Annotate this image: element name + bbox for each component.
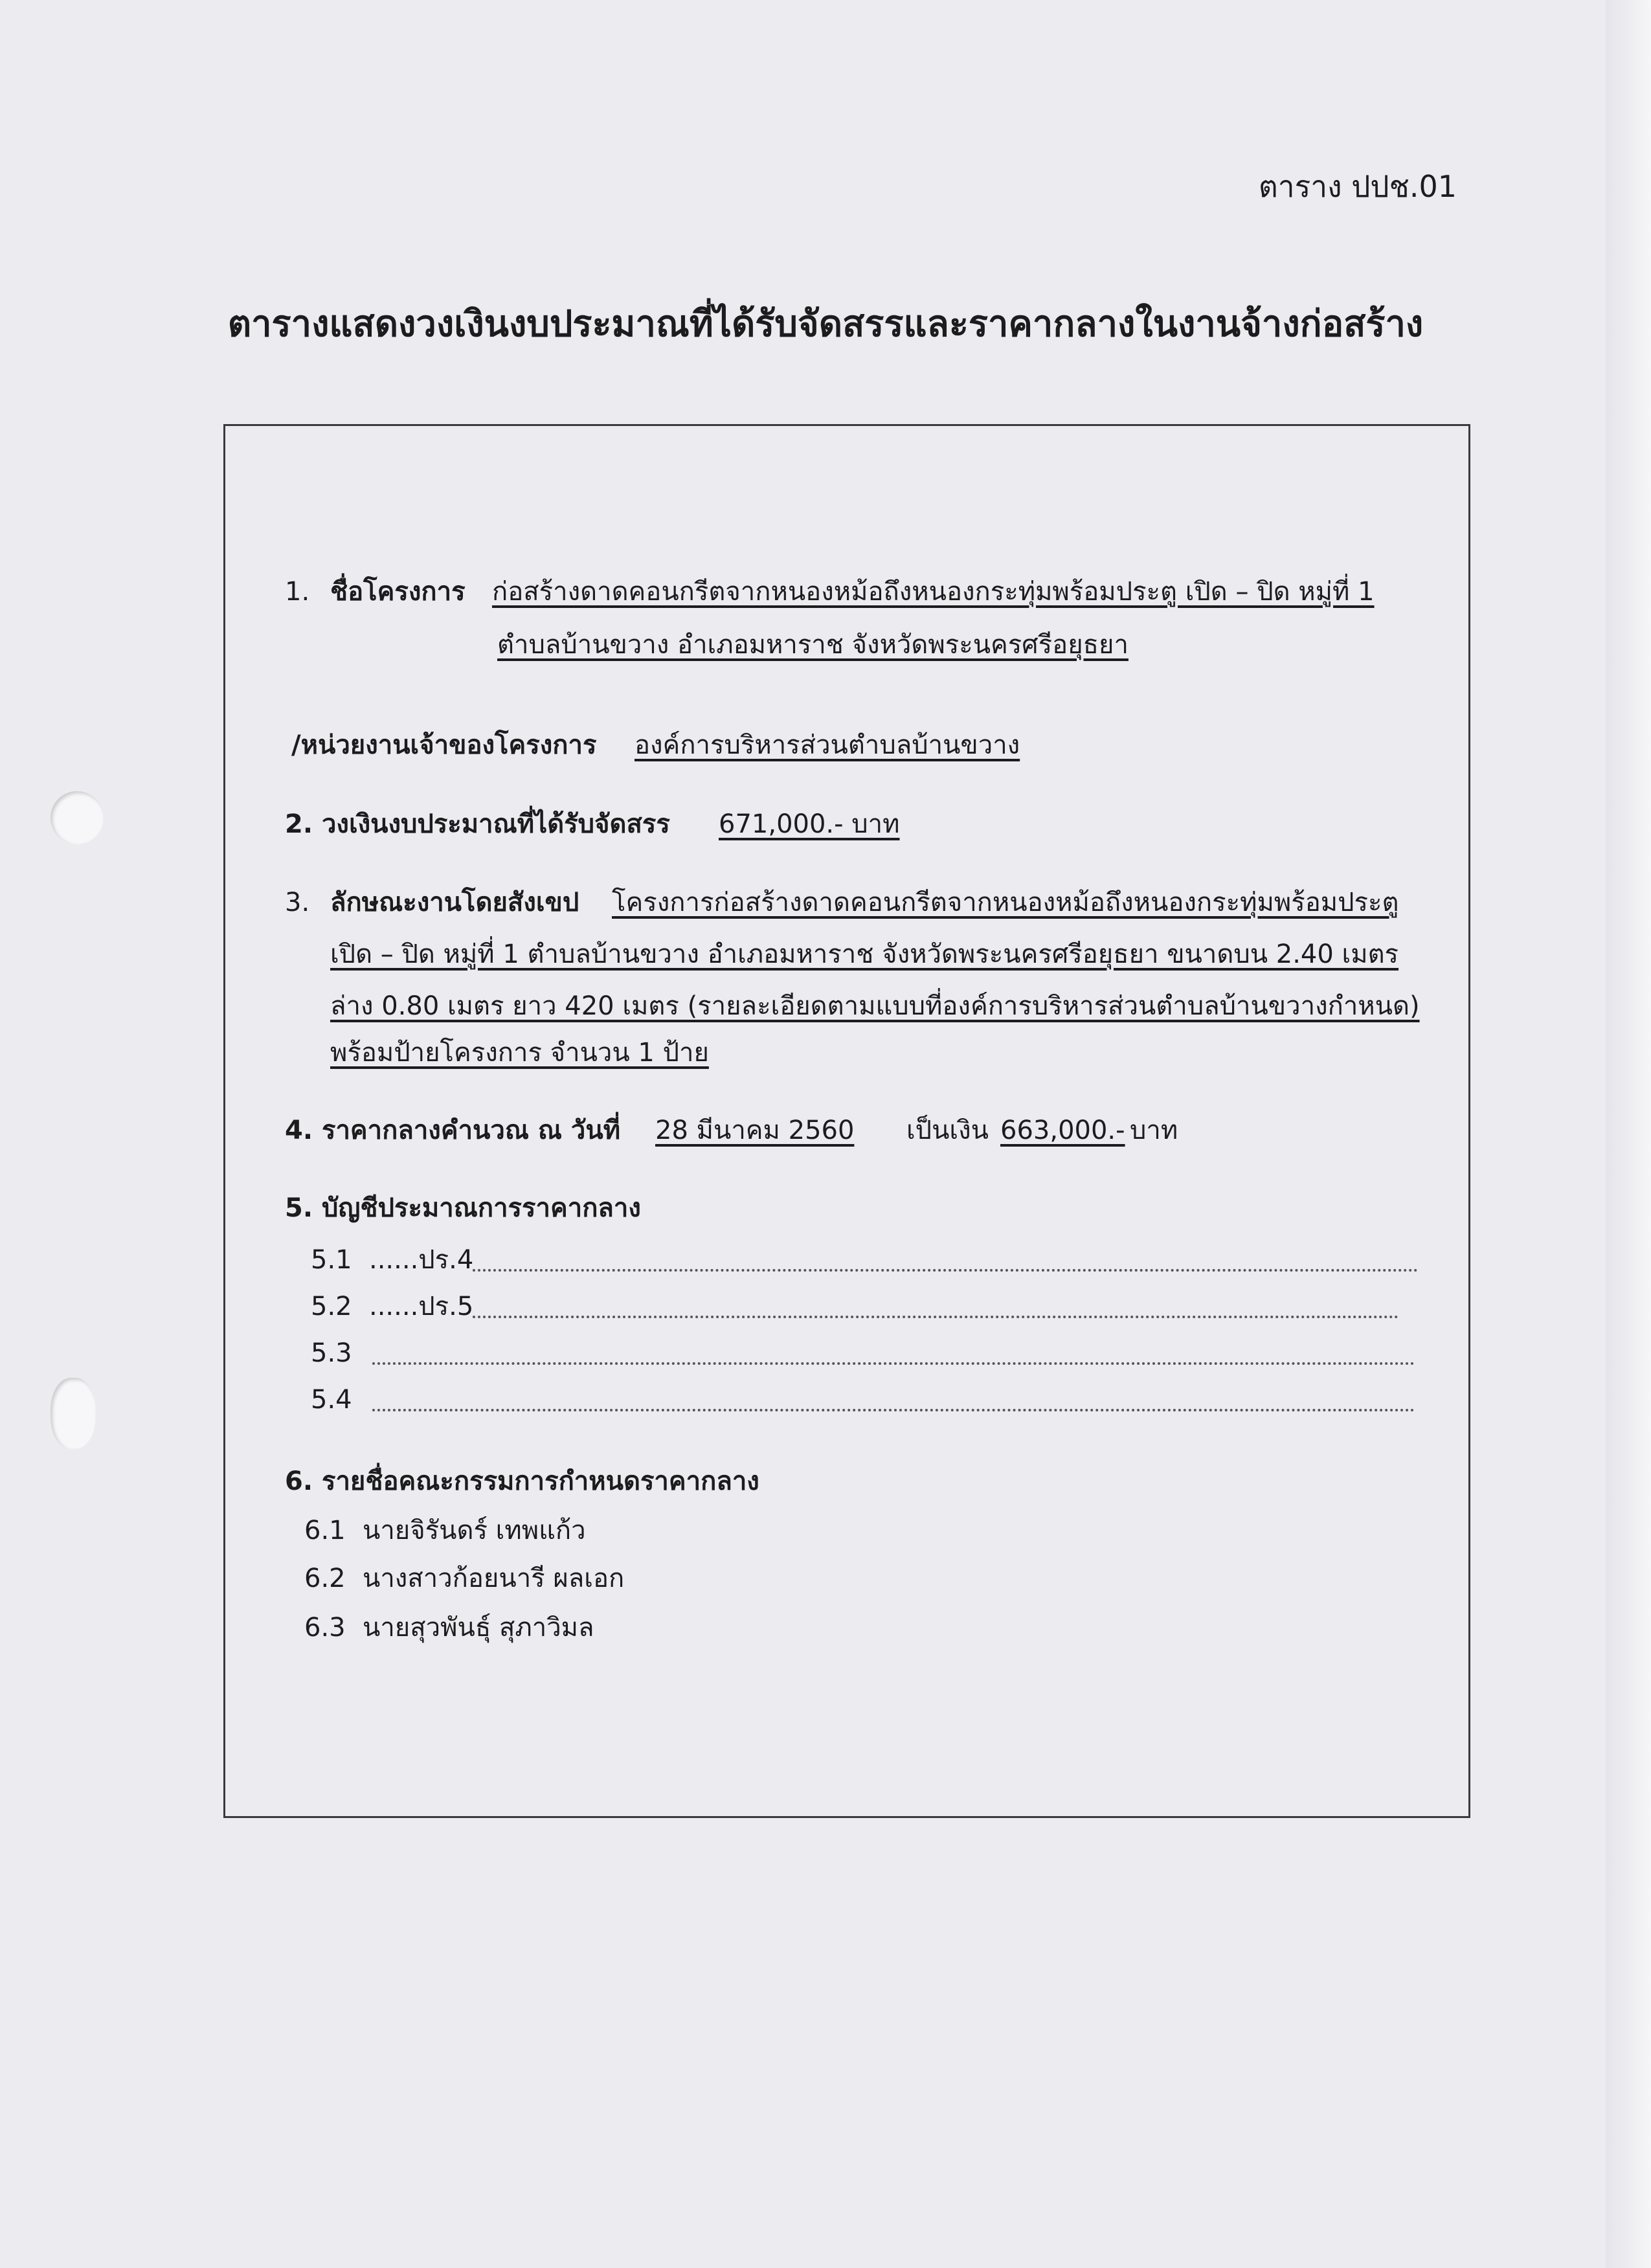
punch-hole: [51, 1378, 96, 1449]
description-line2: เปิด – ปิด หมู่ที่ 1 ตำบลบ้านขวาง อำเภอมหาราช จังหวัดพระนครศรีอยุธยา ขนาดบน 2.40 เมตร: [330, 939, 1399, 969]
dotted-fill-line: [473, 1316, 1398, 1318]
punch-hole: [51, 791, 104, 844]
budget-value: 671,000.- บาท: [719, 809, 900, 839]
project-name-line2: ตำบลบ้านขวาง อำเภอมหาราช จังหวัดพระนครศรีอยุธยา: [497, 630, 1129, 660]
owner-label: /หน่วยงานเจ้าของโครงการ: [291, 730, 597, 760]
amount-label: เป็นเงิน: [906, 1116, 989, 1145]
estimate-row-number: 5.1: [311, 1245, 352, 1275]
committee-member-number: 6.1: [304, 1516, 346, 1545]
median-price-date: 28 มีนาคม 2560: [655, 1116, 855, 1145]
committee-member-name: นายสุวพันธุ์ สุภาวิมล: [363, 1613, 594, 1643]
description-line1: โครงการก่อสร้างดาดคอนกรีตจากหนองหม้อถึงหนองกระทุ่มพร้อมประตู: [612, 888, 1399, 917]
committee-member-name: นายจิรันดร์ เทพแก้ว: [363, 1516, 586, 1545]
description-line4: พร้อมป้ายโครงการ จำนวน 1 ป้าย: [330, 1038, 709, 1068]
estimate-row-number: 5.4: [311, 1385, 352, 1415]
committee-label: 6. รายชื่อคณะกรรมการกำหนดราคากลาง: [285, 1466, 759, 1496]
dotted-fill-line: [473, 1269, 1418, 1272]
estimate-row-number: 5.2: [311, 1292, 352, 1321]
estimate-list-label: 5. บัญชีประมาณการราคากลาง: [285, 1193, 641, 1223]
estimate-row-text: ......ปร.4: [369, 1245, 474, 1275]
item3-number: 3.: [285, 888, 310, 917]
estimate-row-text: ......ปร.5: [369, 1292, 474, 1321]
item1-number: 1.: [285, 577, 310, 607]
owner-value: องค์การบริหารส่วนตำบลบ้านขวาง: [635, 730, 1020, 760]
budget-label: 2. วงเงินงบประมาณที่ได้รับจัดสรร: [285, 809, 670, 839]
committee-member-number: 6.2: [304, 1564, 346, 1593]
dotted-fill-line: [372, 1409, 1415, 1411]
committee-member-name: นางสาวก้อยนารี ผลเอก: [363, 1564, 625, 1593]
amount-unit: บาท: [1130, 1116, 1178, 1145]
item3-label: ลักษณะงานโดยสังเขป: [330, 888, 579, 917]
description-line3: ล่าง 0.80 เมตร ยาว 420 เมตร (รายละเอียดตามแบบที่องค์การบริหารส่วนตำบลบ้านขวางกำหนด): [330, 991, 1420, 1021]
median-price-amount: 663,000.-: [1000, 1116, 1125, 1145]
estimate-row-number: 5.3: [311, 1338, 352, 1368]
item1-label: ชื่อโครงการ: [330, 577, 466, 607]
committee-member-number: 6.3: [304, 1613, 346, 1643]
page-title: ตารางแสดงวงเงินงบประมาณที่ได้รับจัดสรรและราคากลางในงานจ้างก่อสร้าง: [227, 303, 1424, 345]
form-code: ตาราง ปปช.01: [1258, 169, 1457, 204]
project-name-line1: ก่อสร้างดาดคอนกรีตจากหนองหม้อถึงหนองกระทุ่มพร้อมประตู เปิด – ปิด หมู่ที่ 1: [492, 577, 1375, 607]
dotted-fill-line: [372, 1362, 1415, 1365]
median-price-label: 4. ราคากลางคำนวณ ณ วันที่: [285, 1116, 621, 1145]
